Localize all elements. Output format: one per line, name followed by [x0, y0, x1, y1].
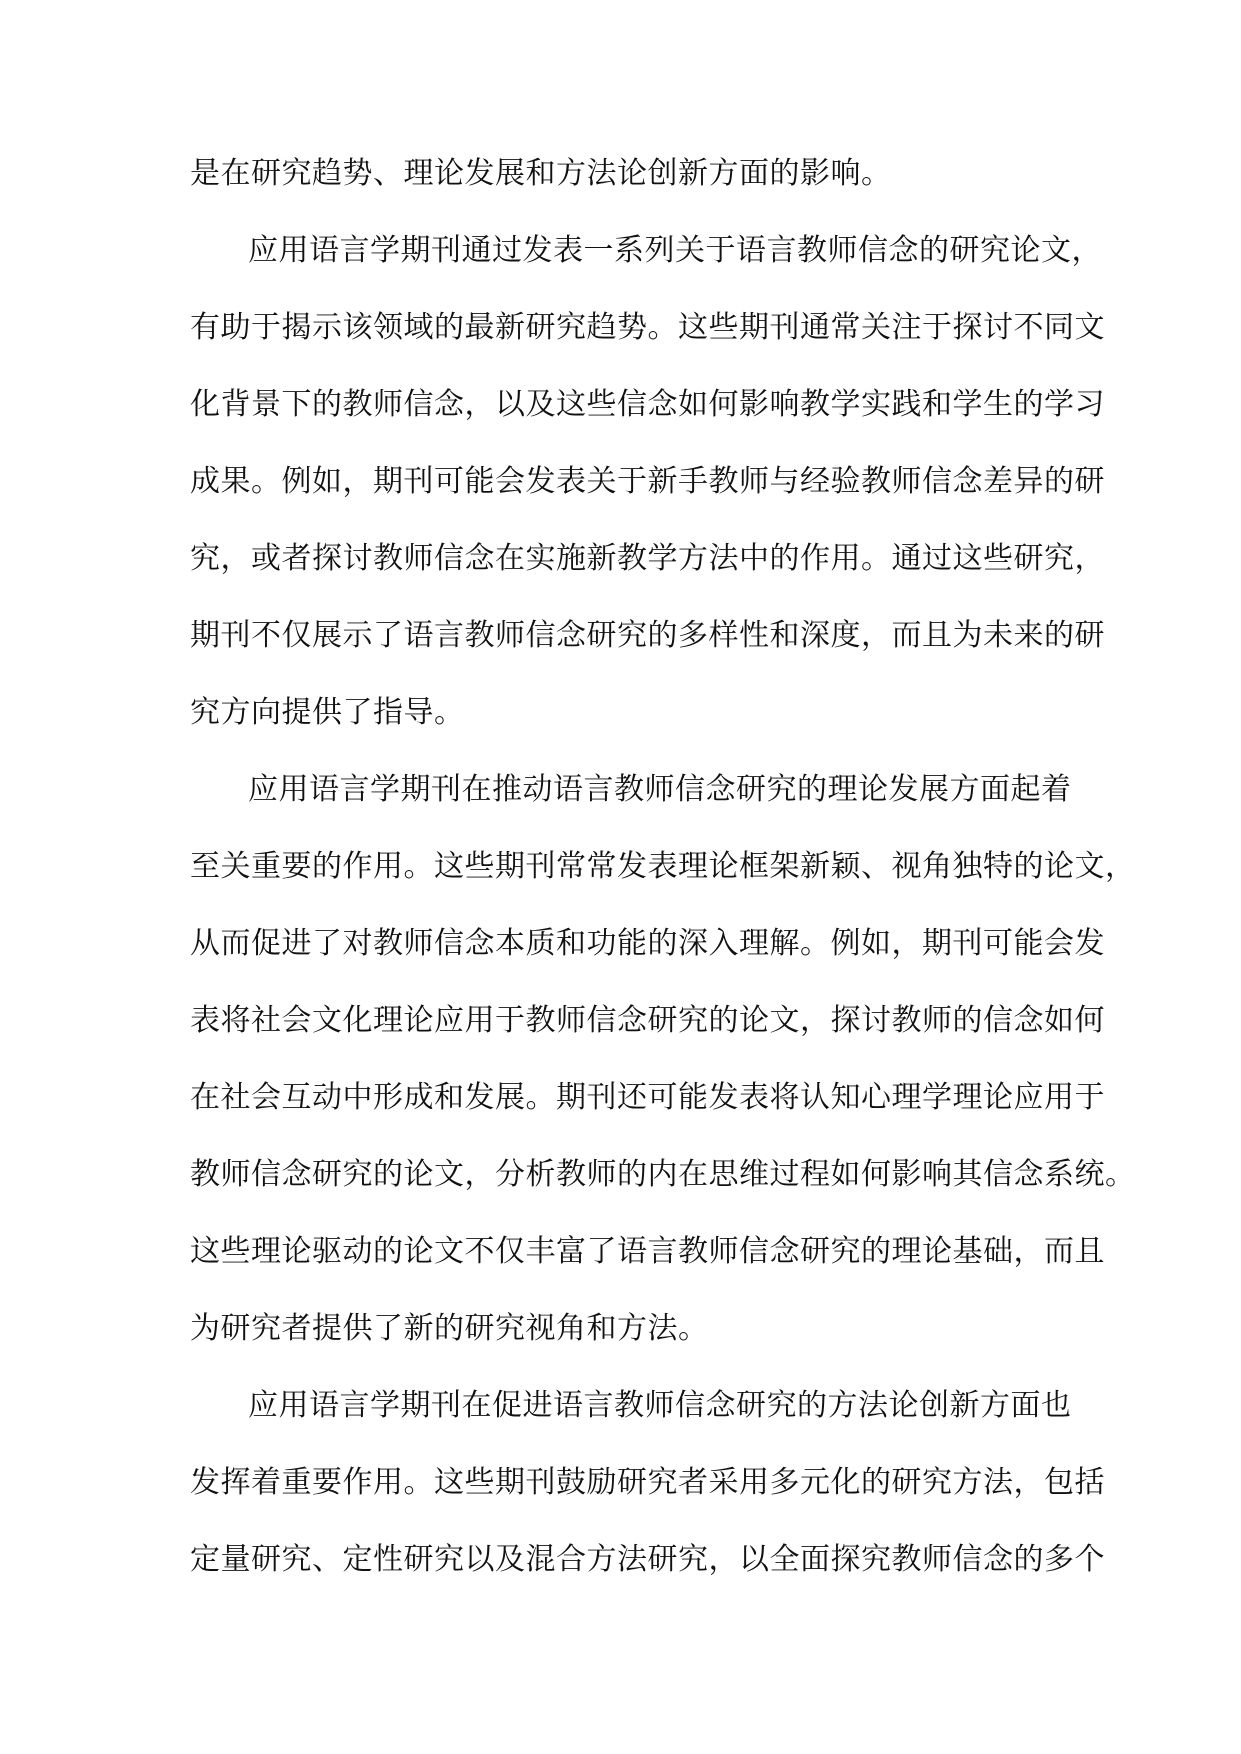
- text-line: 究，或者探讨教师信念在实施新教学方法中的作用。通过这些研究，: [190, 541, 1105, 576]
- text-line: 定量研究、定性研究以及混合方法研究，以全面探究教师信念的多个: [190, 1542, 1105, 1577]
- text-line: 化背景下的教师信念，以及这些信念如何影响教学实践和学生的学习: [190, 387, 1105, 422]
- text-line: 表将社会文化理论应用于教师信念研究的论文，探讨教师的信念如何: [190, 1003, 1105, 1038]
- text-line: 期刊不仅展示了语言教师信念研究的多样性和深度，而且为未来的研: [190, 618, 1105, 653]
- paragraph-first-line: 应用语言学期刊通过发表一系列关于语言教师信念的研究论文，: [248, 233, 1102, 268]
- text-line: 至关重要的作用。这些期刊常常发表理论框架新颖、视角独特的论文，: [190, 849, 1136, 884]
- paragraph-first-line: 应用语言学期刊在促进语言教师信念研究的方法论创新方面也: [248, 1388, 1072, 1423]
- text-line: 成果。例如，期刊可能会发表关于新手教师与经验教师信念差异的研: [190, 464, 1105, 499]
- text-line: 从而促进了对教师信念本质和功能的深入理解。例如，期刊可能会发: [190, 926, 1105, 961]
- text-line: 是在研究趋势、理论发展和方法论创新方面的影响。: [190, 156, 892, 191]
- text-line: 为研究者提供了新的研究视角和方法。: [190, 1311, 709, 1346]
- text-line: 这些理论驱动的论文不仅丰富了语言教师信念研究的理论基础，而且: [190, 1234, 1105, 1269]
- text-line: 在社会互动中形成和发展。期刊还可能发表将认知心理学理论应用于: [190, 1080, 1105, 1115]
- text-line: 有助于揭示该领域的最新研究趋势。这些期刊通常关注于探讨不同文: [190, 310, 1105, 345]
- text-line: 教师信念研究的论文，分析教师的内在思维过程如何影响其信念系统。: [190, 1157, 1136, 1192]
- paragraph-first-line: 应用语言学期刊在推动语言教师信念研究的理论发展方面起着: [248, 772, 1072, 807]
- text-line: 发挥着重要作用。这些期刊鼓励研究者采用多元化的研究方法，包括: [190, 1465, 1105, 1500]
- text-line: 究方向提供了指导。: [190, 695, 465, 730]
